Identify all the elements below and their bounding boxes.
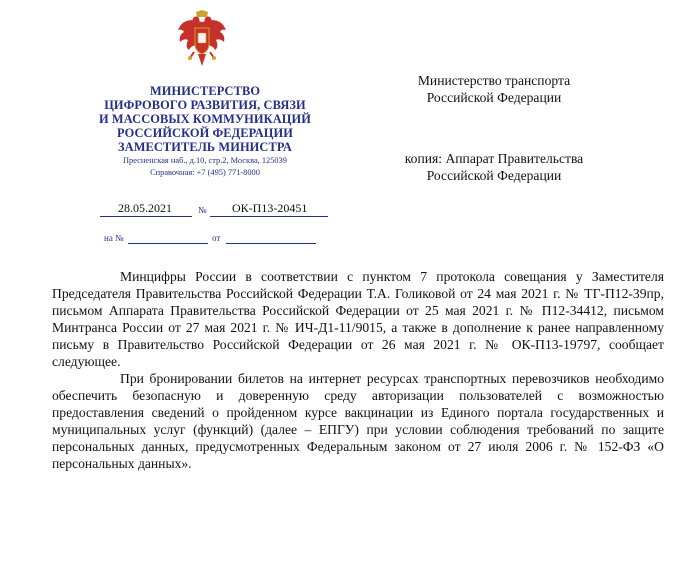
letter-number: ОК-П13-20451	[232, 201, 308, 215]
letter-body	[52, 268, 664, 472]
reply-date-label: от	[212, 233, 221, 243]
number-underline	[210, 216, 328, 217]
russian-coat-of-arms-icon	[176, 10, 228, 72]
org-name-line: ЦИФРОВОГО РАЗВИТИЯ, СВЯЗИ	[104, 98, 306, 112]
ministry-header	[80, 84, 330, 178]
addressee-primary	[364, 72, 624, 106]
org-name-line: И МАССОВЫХ КОММУНИКАЦИЙ	[99, 112, 311, 126]
letter-date: 28.05.2021	[118, 201, 172, 215]
addressee-line: Министерство транспорта	[417, 73, 571, 88]
number-label: №	[198, 205, 207, 215]
reply-number-underline	[128, 243, 208, 244]
org-name-line: МИНИСТЕРСТВО	[149, 84, 261, 98]
addressee-line: Российской Федерации	[426, 90, 562, 105]
body-paragraph: Минцифры России в соответствии с пунктом 7 протокола совещания у Заместителя Председателя Правительства Российской Федерации Т.А. Голиковой от 24 мая 2021 г. № ТГ-П12-39пр, письмом Аппарата Правительства Российской Федерации от 25 мая 2021 г. № П12-34412, письмом Минтранса России от 27 мая 2021 г. № ИЧ-Д1-11/9015, а также в дополнение к ранее направленному письму в Правительство Российской Федерации от 26 мая 2021 г. № ОК-П13-19797, сообщает следующее.	[52, 269, 664, 369]
reply-number-label: на №	[104, 233, 124, 243]
ministry-address: Пресненская наб., д.10, стр.2, Москва, 125039	[123, 156, 287, 165]
addressee-copy	[364, 150, 624, 184]
body-paragraph: При бронировании билетов на интернет ресурсах транспортных перевозчиков необходимо обеспечить безопасную и доверенную среду авторизации пользователей с возможностью предоставления сведений о пройденном курсе вакцинации из Единого портала государственных и муниципальных услуг (функций) (далее – ЕПГУ) при условии соблюдения требований по защите персональных данных, предусмотренных Федеральным законом от 27 июля 2006 г. № 152-ФЗ «О персональных данных».	[52, 371, 664, 471]
date-underline	[100, 216, 192, 217]
position-title: ЗАМЕСТИТЕЛЬ МИНИСТРА	[118, 140, 292, 154]
org-name-line: РОССИЙСКОЙ ФЕДЕРАЦИИ	[117, 126, 293, 140]
addressee-line: Российской Федерации	[426, 168, 562, 183]
reply-date-underline	[226, 243, 316, 244]
addressee-line: копия: Аппарат Правительства	[404, 151, 584, 166]
ministry-phone: Справочная: +7 (495) 771-8000	[150, 168, 260, 177]
